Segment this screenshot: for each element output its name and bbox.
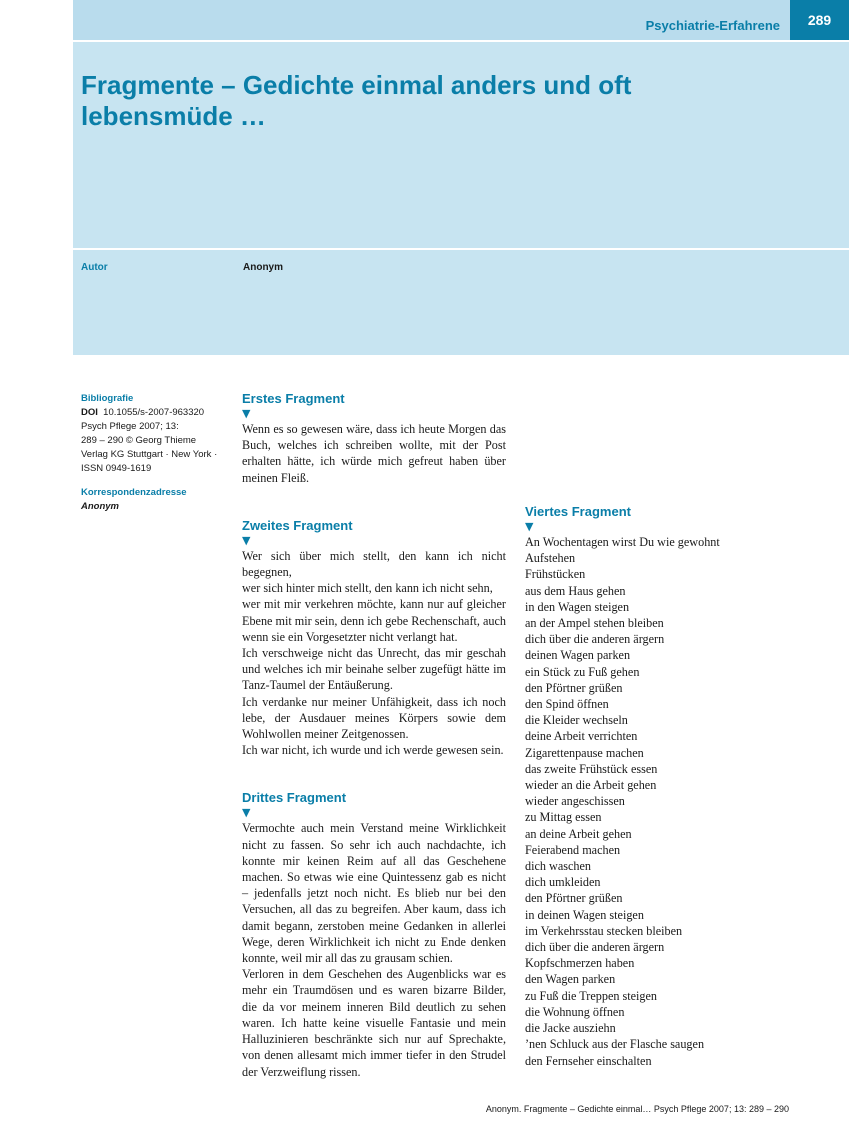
fragment-line: wer mit mir verkehren möchte, kann nur auf gleicher Ebene mit mir sein, denn ich gebe Rechenschaft, auch wenn sie ein Vorgesetzter nicht verlangt hat.	[242, 597, 506, 644]
triangle-down-icon: ▼	[242, 533, 251, 547]
poem-line: Frühstücken	[525, 567, 586, 582]
poem-line: den Pförtner grüßen	[525, 891, 623, 906]
text-column-left	[242, 390, 506, 1080]
fragment-text-fourth	[525, 534, 789, 1069]
poem-line: den Pförtner grüßen	[525, 680, 623, 695]
poem-line: dich über die anderen ärgern	[525, 940, 665, 955]
bibliography-line: Verlag KG Stuttgart · New York ·	[81, 449, 218, 460]
doi-value: 10.1055/s-2007-963320	[103, 407, 205, 418]
poem-line: wieder an die Arbeit gehen	[525, 778, 657, 793]
fragment-line: Vermochte auch mein Verstand meine Wirklichkeit nicht zu fassen. So sehr ich auch nachdachte, ich konnte mir keinen Reim auf all das Geschehene machen. So etwas wie eine Quintessenz gab es nicht – jedenfalls jetzt noch nicht. Es blieb nur bei den Versuchen, all das zu begreifen. Aber kaum, dass ich damit begann, zerstoben meine Gedanken in allerlei Wege, deren Wirklichkeit ich nicht zu Ende denken konnte, weil mir all das zu grausam schien.	[242, 821, 506, 966]
fragment-line: Wer sich über mich stellt, den kann ich nicht begegnen,	[242, 548, 506, 580]
author-name: Anonym	[243, 262, 283, 273]
poem-line: An Wochentagen wirst Du wie gewohnt	[525, 535, 720, 549]
header-band	[73, 0, 849, 40]
poem-line: ein Stück zu Fuß gehen	[525, 664, 640, 679]
page-number: 289	[790, 0, 849, 40]
poem-line: die Kleider wechseln	[525, 713, 628, 728]
correspondence-value: Anonym	[81, 501, 119, 512]
poem-line: Zigarettenpause machen	[525, 745, 644, 760]
poem-line: an der Ampel stehen bleiben	[525, 616, 664, 631]
footer-citation: Anonym. Fragmente – Gedichte einmal… Psych Pflege 2007; 13: 289 – 290	[485, 1104, 789, 1114]
section-name: Psychiatrie-Erfahrene	[645, 18, 780, 33]
poem-line: den Wagen parken	[525, 972, 616, 987]
fragment-line: Ich verschweige nicht das Unrecht, das mir geschah und welches ich mir beinahe selber zugefügt hätte im Tanz-Taumel der Entäußerung.	[242, 646, 506, 693]
poem-line: zu Mittag essen	[525, 810, 602, 825]
bibliography-heading: Bibliografie	[81, 393, 134, 404]
poem-line: Feierabend machen	[525, 842, 621, 857]
title-band	[73, 42, 849, 248]
poem-line: ’nen Schluck aus der Flasche saugen	[525, 1037, 705, 1052]
bibliography-line: Psych Pflege 2007; 13:	[81, 421, 179, 432]
fragment-heading-fourth: Viertes Fragment	[525, 504, 631, 519]
poem-line: zu Fuß die Treppen steigen	[525, 988, 658, 1003]
fragment-line: Verloren in dem Geschehen des Augenblicks war es mehr ein Traumdösen und es waren bizarre Bilder, die da vor meinem inneren Bild deutlich zu sehen waren. Ich hatte keine visuelle Fantasie und mein Halluzinieren beschränkte sich nur auf Sprechakte, von denen allesamt mich immer tiefer in den Strudel der Verzweiflung rissen.	[242, 967, 506, 1079]
poem-line: den Fernseher einschalten	[525, 1053, 652, 1068]
poem-line: wieder angeschissen	[525, 794, 625, 809]
triangle-down-icon: ▼	[242, 407, 251, 420]
poem-line: deinen Wagen parken	[525, 648, 631, 663]
doi-label: DOI	[81, 407, 98, 418]
fragment-text-third-continued	[242, 966, 506, 1079]
fragment-line: Ich war nicht, ich wurde und ich werde gewesen sein.	[242, 743, 504, 758]
poem-line: in den Wagen steigen	[525, 599, 630, 614]
fragment-text-second	[242, 548, 506, 759]
fragment-heading-second: Zweites Fragment	[242, 517, 353, 533]
bibliography-line: ISSN 0949-1619	[81, 463, 152, 474]
fragment-text-first: Wenn es so gewesen wäre, dass ich heute Morgen das Buch, welches ich schreiben wollte, mit der Post erhalten hätte, ich würde mich gefreut haben über meinen Fleiß.	[242, 422, 506, 485]
fragment-heading-first: Erstes Fragment	[242, 391, 345, 406]
article-title: Fragmente – Gedichte einmal anders und oft lebensmüde …	[81, 70, 632, 131]
poem-line: die Wohnung öffnen	[525, 1004, 625, 1019]
poem-line: dich über die anderen ärgern	[525, 632, 665, 647]
correspondence-heading: Korrespondenzadresse	[81, 487, 187, 498]
poem-line: den Spind öffnen	[525, 697, 609, 712]
poem-line: dich waschen	[525, 859, 591, 874]
fragment-text-third	[242, 820, 506, 966]
text-column-right	[525, 390, 789, 1069]
poem-line: die Jacke ausziehn	[525, 1021, 616, 1036]
author-label: Autor	[81, 262, 108, 273]
poem-line: Kopfschmerzen haben	[525, 956, 635, 971]
fragment-line: Ich verdanke nur meiner Unfähigkeit, dass ich noch lebe, der Ausdauer meines Körpers sowie dem Wohlwollen meiner Zeitgenossen.	[242, 694, 506, 742]
poem-line: aus dem Haus gehen	[525, 583, 626, 598]
fragment-line: wer sich hinter mich stellt, den kann ich nicht sehn,	[242, 581, 493, 596]
author-band	[73, 250, 849, 355]
poem-line: in deinen Wagen steigen	[525, 907, 644, 922]
poem-line: dich umkleiden	[525, 875, 601, 890]
poem-line: deine Arbeit verrichten	[525, 729, 638, 744]
poem-line: im Verkehrsstau stecken bleiben	[525, 923, 683, 938]
poem-line: an deine Arbeit gehen	[525, 826, 632, 841]
bibliography-sidebar	[81, 392, 231, 514]
fragment-heading-third: Drittes Fragment	[242, 790, 347, 806]
poem-line: das zweite Frühstück essen	[525, 761, 658, 776]
poem-line: Aufstehen	[525, 551, 576, 566]
bibliography-line: 289 – 290 © Georg Thieme	[81, 435, 197, 446]
triangle-down-icon: ▼	[525, 520, 534, 533]
triangle-down-icon: ▼	[242, 806, 251, 820]
doi-line	[81, 406, 231, 420]
